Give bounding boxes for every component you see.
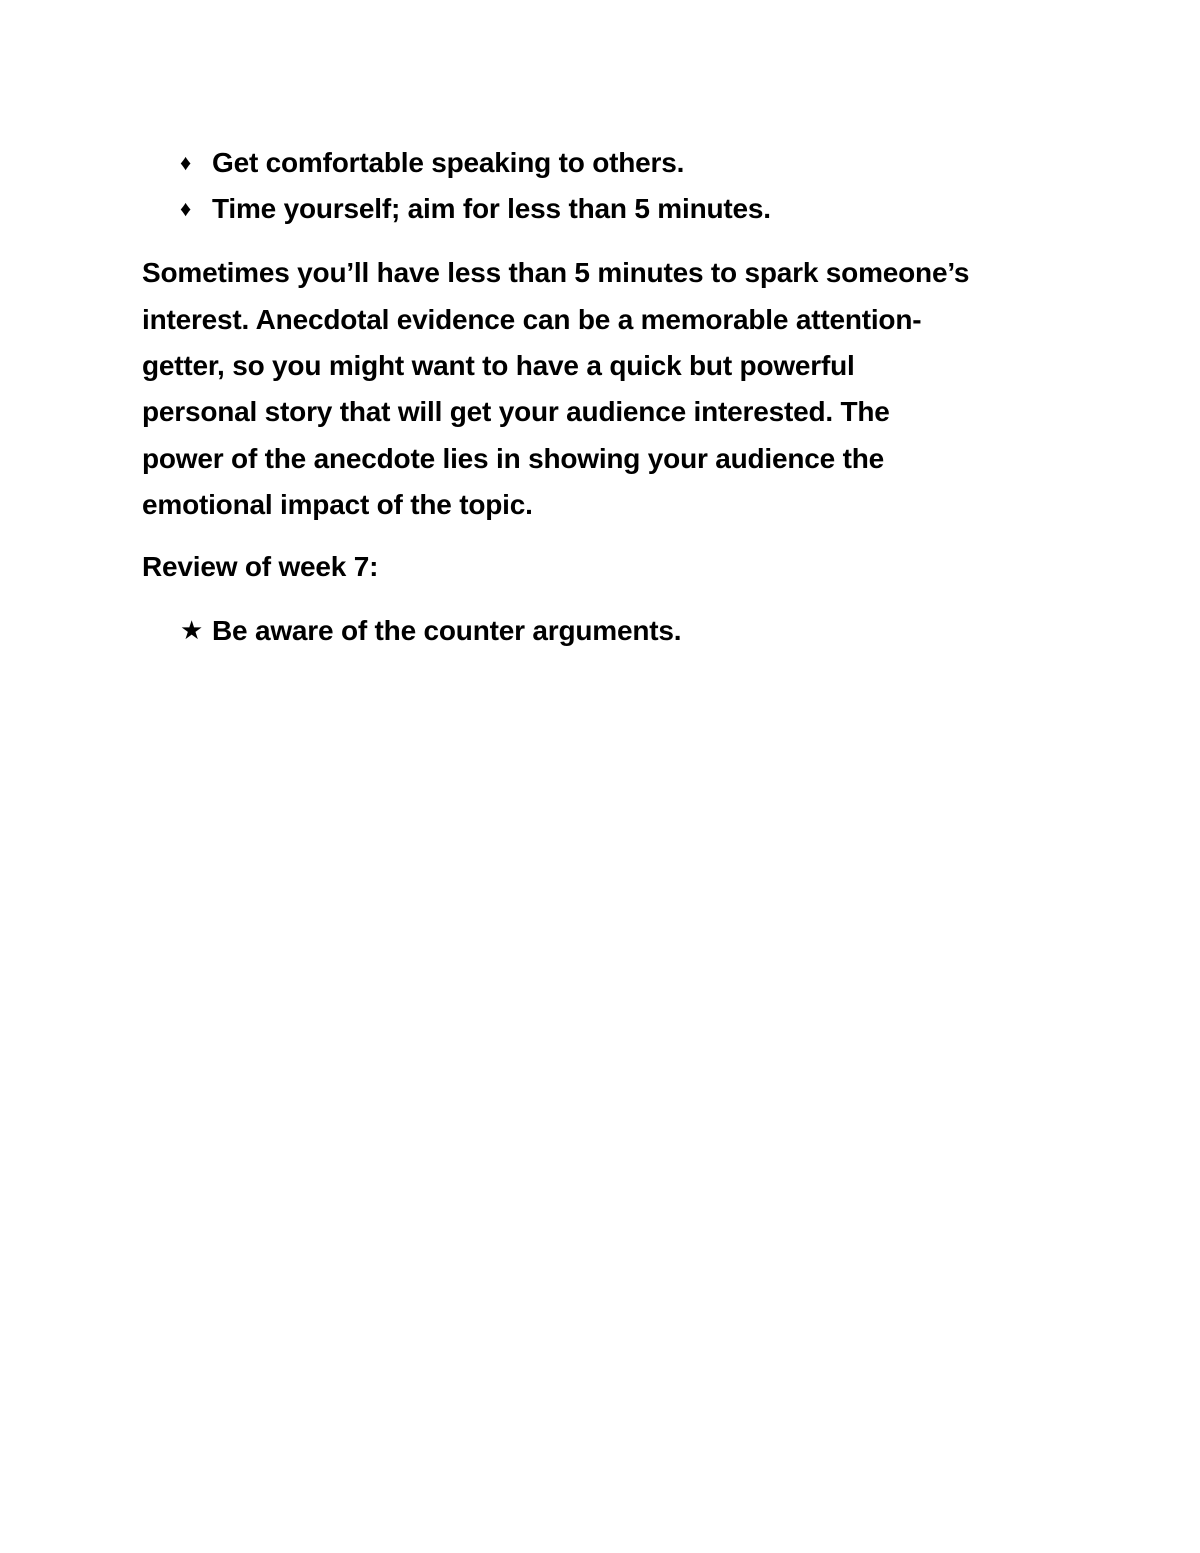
bullet-item <box>180 147 684 179</box>
paragraph-line: getter, so you might want to have a quick but powerful <box>142 350 855 381</box>
star-bullet-icon: ★ <box>180 615 204 645</box>
paragraph-line: Sometimes you’ll have less than 5 minutes to spark someone’s <box>142 257 970 288</box>
diamond-bullet-icon: ♦ <box>180 196 192 221</box>
paragraph-line: power of the anecdote lies in showing your audience the <box>142 443 885 474</box>
diamond-bullet-icon: ♦ <box>180 150 192 175</box>
paragraph-line: personal story that will get your audience interested. The <box>142 396 890 427</box>
review-heading: Review of week 7: <box>142 551 379 582</box>
paragraph-line: interest. Anecdotal evidence can be a memorable attention- <box>142 304 922 335</box>
bullet-text: Get comfortable speaking to others. <box>212 147 685 178</box>
bullet-item <box>180 193 771 225</box>
bullet-item <box>180 615 681 647</box>
bullet-text: Be aware of the counter arguments. <box>212 615 682 646</box>
bullet-text: Time yourself; aim for less than 5 minutes. <box>212 193 771 224</box>
paragraph-line: emotional impact of the topic. <box>142 489 533 520</box>
